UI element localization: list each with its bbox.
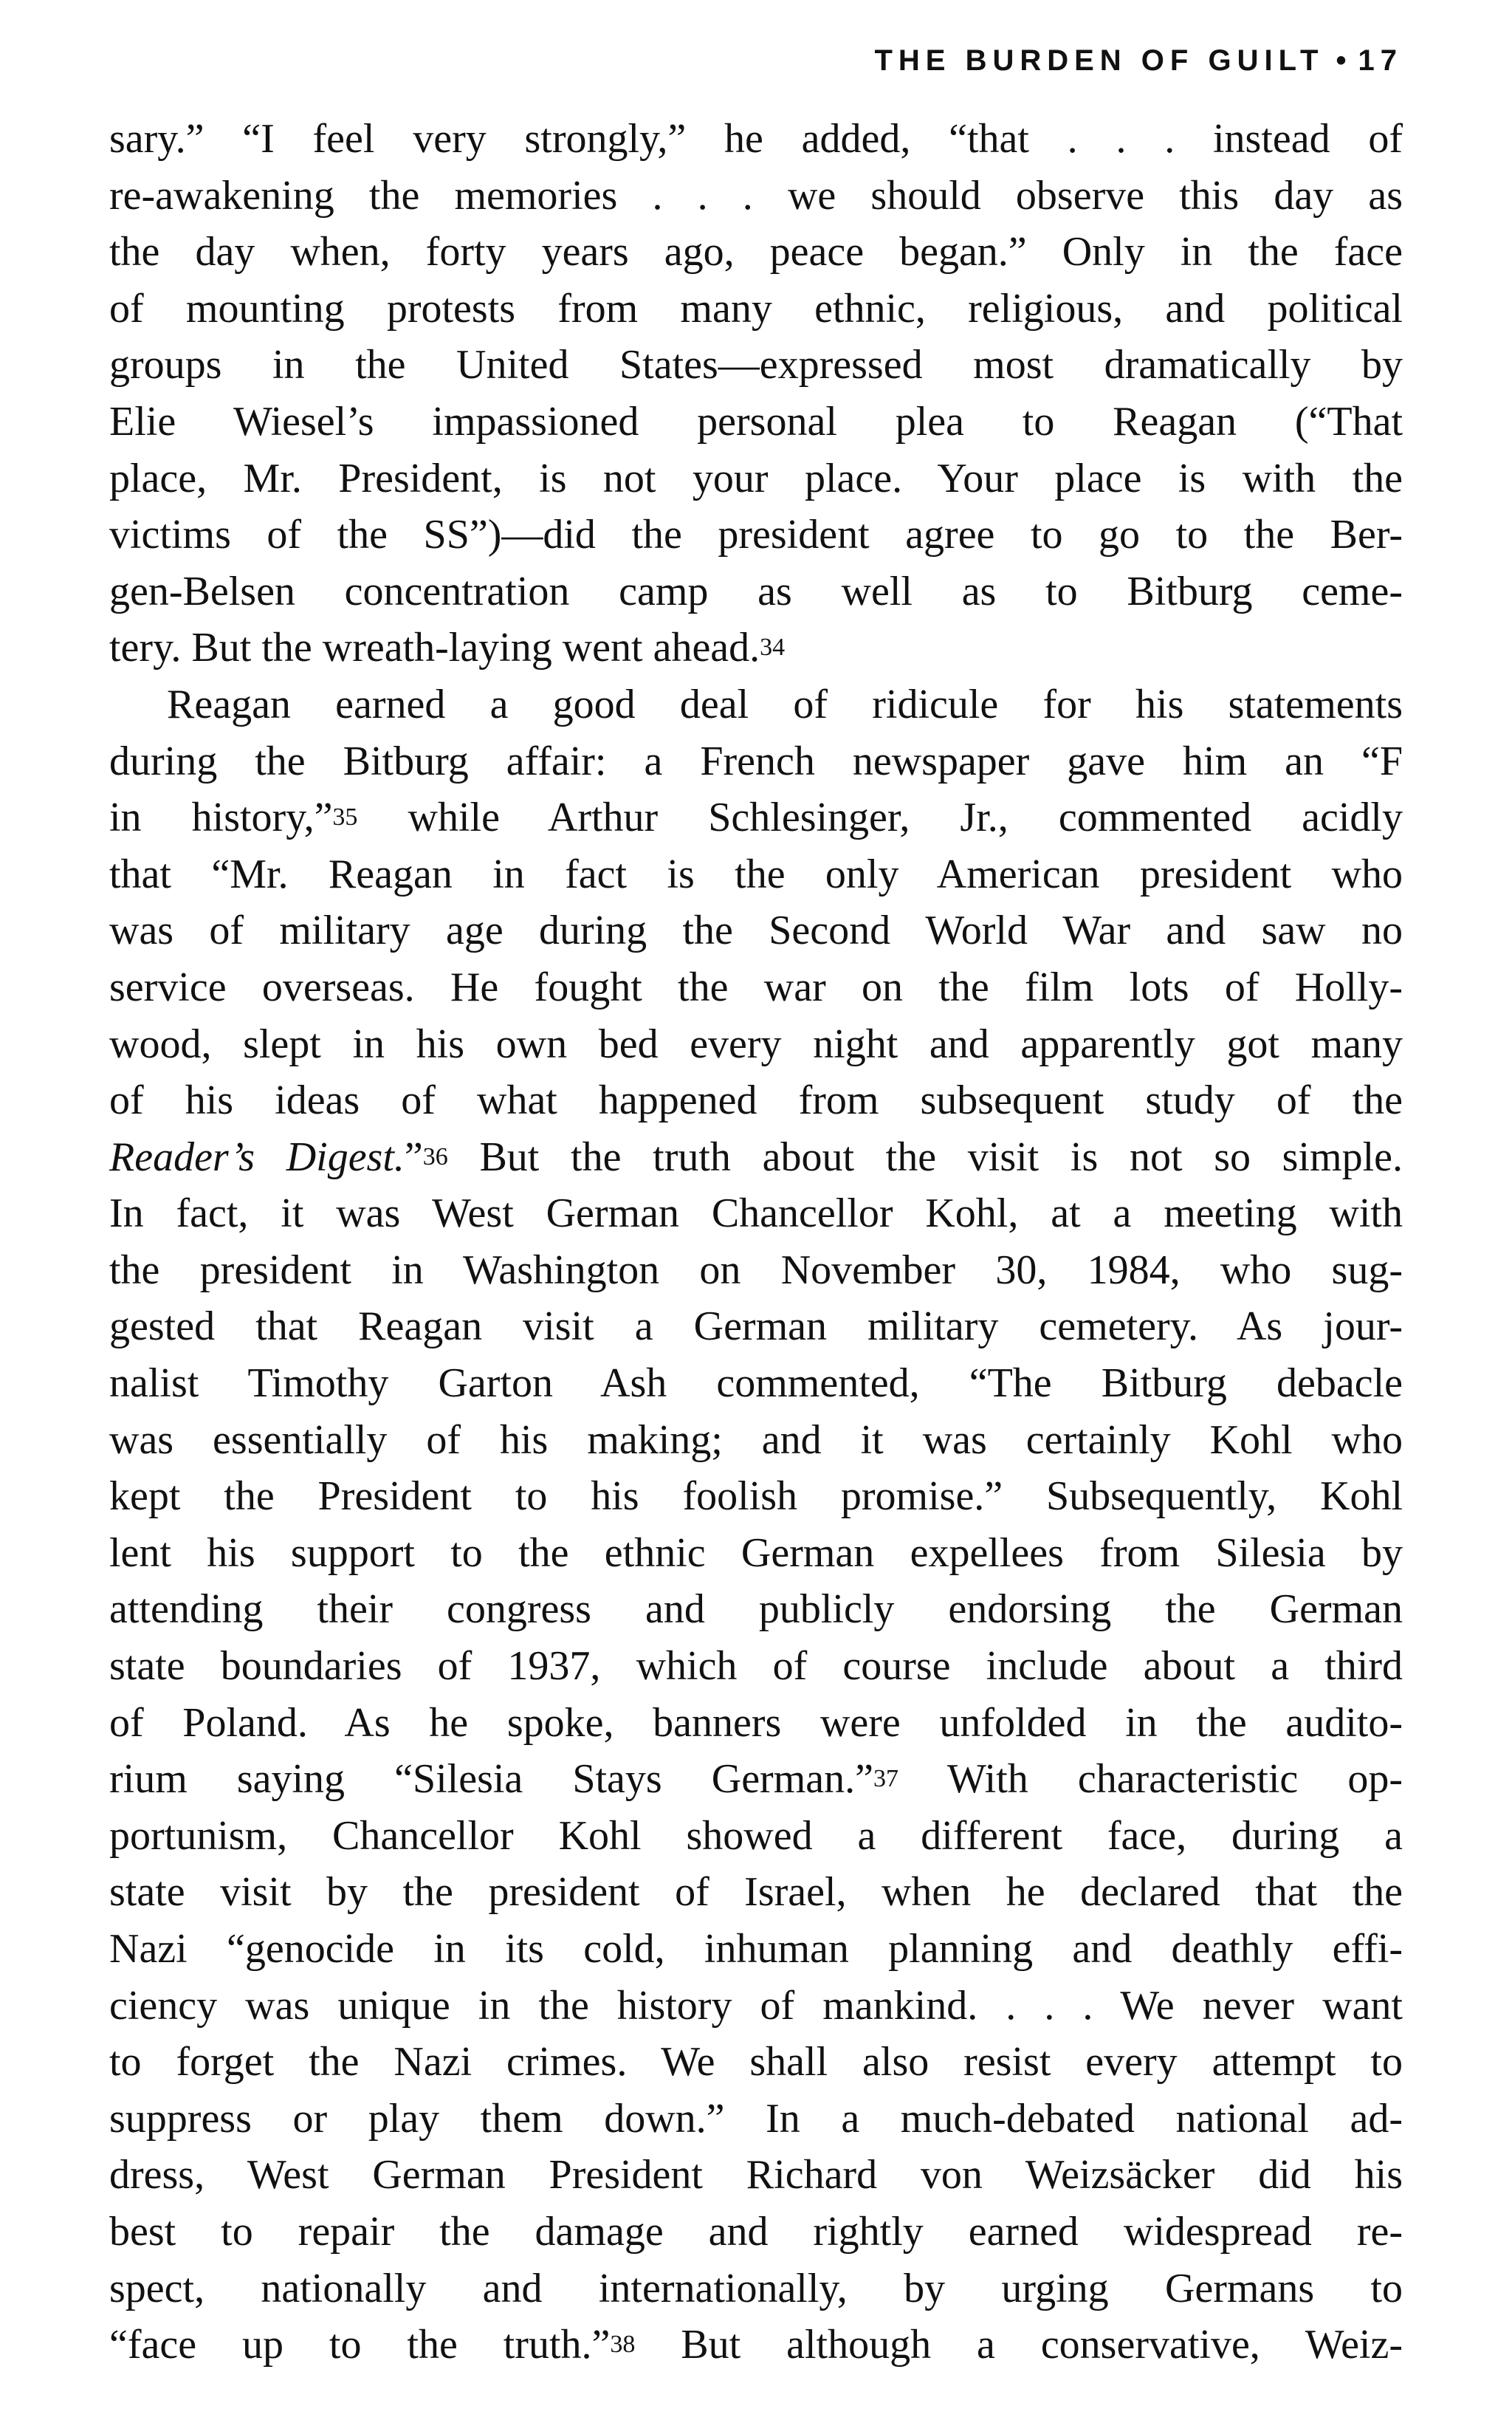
text-line xyxy=(109,1751,1403,1808)
text-line: that “Mr. Reagan in fact is the only American president who xyxy=(109,851,1403,897)
text-line: best to repair the damage and rightly earned widespread re- xyxy=(109,2208,1403,2255)
footnote-ref-37: 37 xyxy=(873,1765,898,1793)
text-line xyxy=(109,1129,1403,1186)
text-line: groups in the United States—expressed most dramatically by xyxy=(109,342,1403,388)
page-number: 17 xyxy=(1358,44,1403,77)
footnote-ref-34: 34 xyxy=(760,634,786,662)
text-fragment: But the truth about the visit is not so simple. xyxy=(447,1134,1403,1180)
text-line: lent his support to the ethnic German expellees from Silesia by xyxy=(109,1529,1403,1576)
text-line: portunism, Chancellor Kohl showed a different face, during a xyxy=(109,1812,1403,1859)
text-line: during the Bitburg affair: a French newspaper gave him an “F xyxy=(109,738,1403,784)
text-line: attending their congress and publicly endorsing the German xyxy=(109,1586,1403,1633)
text-line: gested that Reagan visit a German military cemetery. As jour- xyxy=(109,1303,1403,1350)
text-line: victims of the SS”)—did the president agree to go to the Ber- xyxy=(109,512,1403,558)
text-line: the day when, forty years ago, peace began.” Only in the face xyxy=(109,229,1403,275)
text-line: of his ideas of what happened from subsequent study of the xyxy=(109,1077,1403,1124)
text-fragment: rium saying “Silesia Stays German.” xyxy=(109,1756,873,1803)
text-fragment: “face up to the truth.” xyxy=(109,2322,611,2368)
body-text xyxy=(109,111,1403,2373)
text-fragment: ” xyxy=(404,1134,423,1180)
text-line: spect, nationally and internationally, by urging Germans to xyxy=(109,2265,1403,2311)
text-line: suppress or play them down.” In a much-debated national ad- xyxy=(109,2095,1403,2142)
italic-title: Reader’s Digest. xyxy=(109,1134,405,1180)
text-line: Nazi “genocide in its cold, inhuman planning and deathly effi- xyxy=(109,1926,1403,1972)
text-line: gen-Belsen concentration camp as well as to Bitburg ceme- xyxy=(109,568,1403,614)
text-line: of Poland. As he spoke, banners were unfolded in the audito- xyxy=(109,1699,1403,1746)
text-line: wood, slept in his own bed every night and apparently got many xyxy=(109,1021,1403,1067)
text-fragment: tery. But the wreath-laying went ahead. xyxy=(109,625,760,671)
footnote-ref-38: 38 xyxy=(610,2331,636,2359)
text-line xyxy=(109,2317,1403,2373)
text-fragment: while Arthur Schlesinger, Jr., commented acidly xyxy=(357,795,1403,841)
footnote-ref-36: 36 xyxy=(422,1142,448,1170)
text-line: re-awakening the memories . . . we should observe this day as xyxy=(109,172,1403,219)
footnote-ref-35: 35 xyxy=(332,803,358,832)
text-line xyxy=(109,789,1403,846)
text-line: dress, West German President Richard von Weizsäcker did his xyxy=(109,2152,1403,2198)
text-line: sary.” “I feel very strongly,” he added, “that . . . instead of xyxy=(109,116,1403,162)
text-line: place, Mr. President, is not your place. Your place is with the xyxy=(109,455,1403,501)
text-line: of mounting protests from many ethnic, religious, and political xyxy=(109,285,1403,332)
text-fragment: With characteristic op- xyxy=(898,1756,1403,1803)
running-head-separator: • xyxy=(1336,44,1347,77)
text-line: nalist Timothy Garton Ash commented, “The Bitburg debacle xyxy=(109,1360,1403,1407)
paragraph-start-line: Reagan earned a good deal of ridicule for his statements xyxy=(167,681,1403,727)
text-fragment: But although a conservative, Weiz- xyxy=(635,2322,1403,2368)
text-line: ciency was unique in the history of mankind. . . . We never want xyxy=(109,1982,1403,2029)
text-line: to forget the Nazi crimes. We shall also resist every attempt to xyxy=(109,2039,1403,2085)
running-head-title: THE BURDEN OF GUILT xyxy=(874,44,1324,77)
text-line xyxy=(109,620,1403,676)
text-line: the president in Washington on November 30, 1984, who sug- xyxy=(109,1247,1403,1293)
running-head xyxy=(874,43,1403,78)
text-line: state visit by the president of Israel, when he declared that the xyxy=(109,1869,1403,1916)
text-line: was of military age during the Second World War and saw no xyxy=(109,908,1403,954)
text-line: In fact, it was West German Chancellor Kohl, at a meeting with xyxy=(109,1190,1403,1237)
text-line: kept the President to his foolish promise.” Subsequently, Kohl xyxy=(109,1473,1403,1520)
text-line: Elie Wiesel’s impassioned personal plea to Reagan (“That xyxy=(109,398,1403,445)
text-line: service overseas. He fought the war on the film lots of Holly- xyxy=(109,964,1403,1010)
text-line: was essentially of his making; and it was certainly Kohl who xyxy=(109,1416,1403,1463)
text-fragment: in history,” xyxy=(109,795,333,841)
text-line: state boundaries of 1937, which of course include about a third xyxy=(109,1643,1403,1690)
